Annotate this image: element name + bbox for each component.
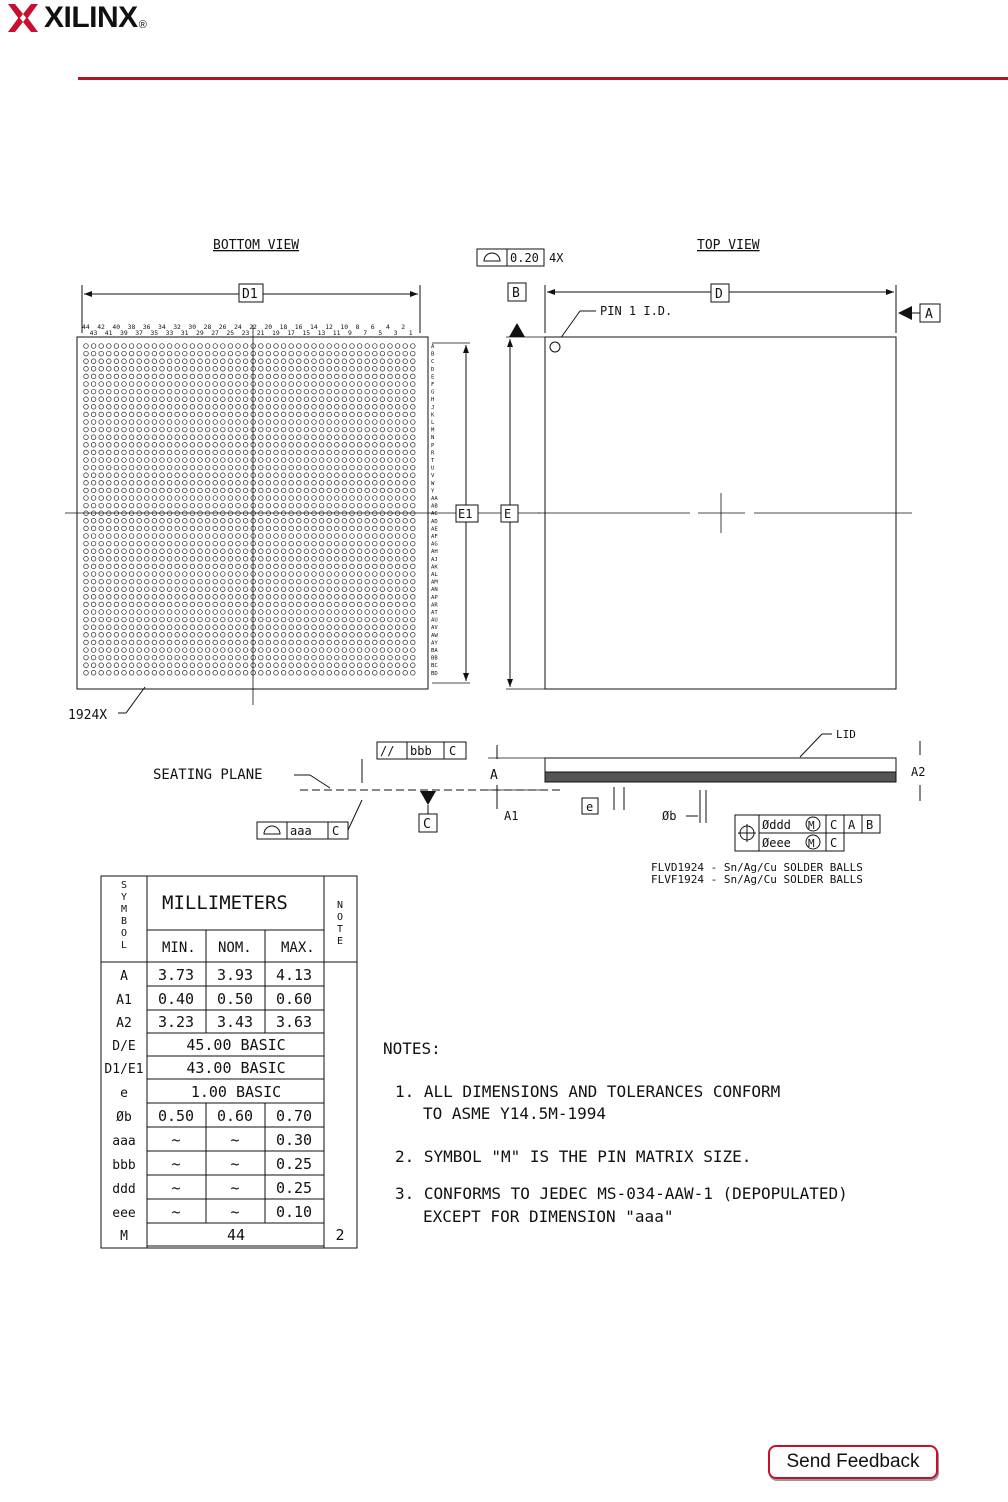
column-number: 11: [332, 329, 341, 337]
row-letter: W: [431, 480, 435, 487]
row-symbol: D/E: [112, 1039, 136, 1054]
row-letter: AB: [431, 503, 438, 510]
dim-a-label: A: [490, 768, 498, 783]
column-number: 6: [370, 323, 375, 331]
ball-note-2: FLVF1924 - Sn/Ag/Cu SOLDER BALLS: [651, 873, 863, 886]
column-number: 1: [408, 329, 413, 337]
column-number: 10: [340, 323, 349, 331]
row-symbol: Øb: [116, 1110, 132, 1125]
row-min: 0.50: [157, 1107, 195, 1125]
row-letter: Y: [431, 488, 435, 495]
column-number: 42: [97, 323, 105, 331]
row-letter: BC: [431, 663, 438, 670]
xilinx-logo: [6, 0, 147, 36]
top-view-title: TOP VIEW: [697, 238, 760, 253]
row-letter: AD: [431, 518, 438, 525]
row-letter: BA: [431, 648, 438, 654]
column-number: 18: [279, 323, 288, 331]
row-min: 3.73: [157, 966, 195, 984]
row-letter: AP: [431, 594, 438, 601]
column-number: 29: [196, 329, 204, 337]
row-max: 0.30: [275, 1131, 313, 1149]
row-max: 0.25: [275, 1179, 313, 1197]
row-nom: 3.93: [216, 966, 254, 984]
row-symbol: ddd: [112, 1182, 136, 1197]
nom-header: NOM.: [218, 940, 252, 956]
column-number: 14: [310, 323, 318, 331]
column-number: 8: [355, 323, 360, 331]
row-letter: AE: [431, 526, 438, 533]
row-letter: D: [431, 366, 435, 373]
dimension-table: [101, 876, 357, 1248]
column-number: 43: [89, 329, 98, 337]
ball-note-1: FLVD1924 - Sn/Ag/Cu SOLDER BALLS: [651, 861, 863, 874]
row-basic-value: 43.00 BASIC: [186, 1059, 286, 1077]
fcf-datum-b: B: [866, 818, 874, 832]
row-min: ~: [171, 1179, 181, 1197]
row-letter: BD: [431, 670, 438, 677]
dim-d-label: D: [715, 287, 723, 302]
brand-name: XILINX: [44, 1, 138, 34]
table-row: [116, 1103, 324, 1127]
row-letter: AY: [431, 640, 438, 647]
column-number: 41: [104, 329, 113, 337]
symbol-header-letter: M: [121, 904, 128, 915]
column-number: 44: [82, 323, 90, 331]
column-number: 20: [264, 323, 273, 331]
row-letter: AV: [431, 625, 438, 632]
row-min: ~: [171, 1203, 181, 1221]
row-letter: AW: [431, 632, 438, 639]
column-number: 21: [256, 329, 265, 337]
row-letter: AC: [431, 511, 438, 518]
dim-a1-label: A1: [504, 809, 519, 823]
column-number: 24: [234, 323, 242, 331]
column-numbers: [82, 323, 413, 337]
fcf-datum-c: C: [830, 818, 838, 832]
row-symbol: eee: [112, 1206, 136, 1221]
notes-title: NOTES:: [383, 1039, 441, 1058]
symbol-header-letter: L: [121, 940, 128, 951]
row-nom: 3.43: [216, 1013, 254, 1031]
note-header-letter: N: [337, 900, 344, 911]
units-header: MILLIMETERS: [162, 892, 288, 914]
column-number: 31: [180, 329, 189, 337]
ball-count-label: 1924X: [68, 708, 108, 723]
row-max: 3.63: [275, 1013, 313, 1031]
row-max: 4.13: [275, 966, 313, 984]
row-letter: AJ: [431, 556, 438, 563]
fcf-ddd-label: Øddd: [762, 818, 791, 832]
row-symbol: aaa: [112, 1134, 136, 1149]
column-number: 2: [401, 323, 406, 331]
column-number: 27: [211, 329, 219, 337]
row-min: 3.23: [157, 1013, 195, 1031]
row-max: 0.60: [275, 990, 313, 1008]
row-basic-value: 45.00 BASIC: [186, 1036, 286, 1054]
row-letter: U: [431, 465, 435, 472]
dim-e-pitch-label: e: [586, 800, 594, 814]
row-nom: ~: [230, 1179, 240, 1197]
note-1-line-2: TO ASME Y14.5M-1994: [423, 1104, 607, 1123]
column-number: 7: [363, 329, 368, 337]
column-number: 4: [386, 323, 390, 331]
package-lid: [545, 758, 896, 772]
fcf-datum-c-2: C: [830, 836, 838, 850]
row-letter: F: [431, 382, 435, 388]
note-1-line-1: 1. ALL DIMENSIONS AND TOLERANCES CONFORM: [395, 1082, 781, 1101]
row-symbol: A1: [116, 993, 132, 1008]
column-number: 37: [135, 329, 143, 337]
datum-a-triangle: [898, 306, 912, 320]
row-letter: M: [431, 427, 435, 434]
column-number: 17: [287, 329, 295, 337]
send-feedback-button[interactable]: Send Feedback: [768, 1445, 938, 1479]
header-rule: [78, 77, 1008, 80]
column-number: 30: [188, 323, 197, 331]
datum-c-ref-1: C: [449, 744, 457, 758]
max-header: MAX.: [281, 940, 315, 956]
row-letter: P: [431, 442, 435, 449]
datum-c-label: C: [423, 817, 431, 832]
flatness-value: 0.20: [510, 251, 539, 265]
row-letter: AH: [431, 549, 438, 556]
dim-d1-label: D1: [242, 287, 258, 302]
row-note: 2: [335, 1226, 345, 1244]
row-nom: ~: [230, 1203, 240, 1221]
datum-c-triangle: [420, 791, 436, 805]
row-letter: AM: [431, 579, 438, 586]
column-number: 40: [112, 323, 121, 331]
registered-mark: ®: [138, 19, 147, 31]
fcf-datum-a: A: [848, 818, 856, 832]
row-basic-value: 1.00 BASIC: [190, 1083, 282, 1101]
aaa-label: aaa: [290, 824, 312, 838]
package-drawing: [0, 225, 1008, 1325]
column-number: 32: [173, 323, 181, 331]
min-header: MIN.: [162, 940, 196, 956]
row-nom: ~: [230, 1131, 240, 1149]
column-number: 26: [218, 323, 227, 331]
fcf-eee-label: Øeee: [762, 836, 791, 850]
row-max: 0.10: [275, 1203, 313, 1221]
note-header-letter: O: [337, 912, 344, 923]
row-symbol: A: [120, 969, 128, 984]
row-letters: [431, 344, 438, 677]
row-nom: ~: [230, 1155, 240, 1173]
column-number: 38: [127, 323, 136, 331]
column-number: 5: [378, 329, 383, 337]
row-letter: AA: [431, 496, 438, 502]
row-nom: 0.60: [216, 1107, 254, 1125]
xilinx-logo-mark-icon: [6, 2, 40, 34]
column-number: 36: [142, 323, 151, 331]
row-letter: AT: [431, 610, 438, 616]
column-number: 16: [294, 323, 303, 331]
seating-plane-label: SEATING PLANE: [153, 767, 263, 783]
column-number: 13: [317, 329, 326, 337]
datum-b-label: B: [512, 286, 520, 301]
column-number: 19: [272, 329, 280, 337]
lid-label: LID: [836, 728, 856, 741]
symbol-header-letter: S: [121, 880, 128, 891]
row-letter: V: [431, 473, 435, 480]
package-substrate: [545, 772, 896, 782]
row-max: 0.25: [275, 1155, 313, 1173]
row-letter: AL: [431, 572, 438, 578]
row-letter: G: [431, 389, 435, 396]
pin1-id-label: PIN 1 I.D.: [600, 304, 673, 318]
dim-e1-label: E1: [458, 507, 473, 521]
row-letter: R: [431, 450, 435, 457]
dim-a2-label: A2: [911, 765, 926, 779]
row-letter: BB: [431, 655, 438, 662]
column-number: 35: [150, 329, 159, 337]
row-letter: H: [431, 397, 435, 404]
row-letter: L: [431, 420, 435, 426]
datum-c-ref-2: C: [332, 824, 340, 838]
dim-e-label: E: [504, 507, 512, 521]
dim-b-label: Øb: [662, 809, 677, 823]
note-3-line-1: 3. CONFORMS TO JEDEC MS-034-AAW-1 (DEPOPULATED): [395, 1184, 848, 1203]
column-number: 12: [325, 323, 333, 331]
row-letter: E: [431, 374, 435, 381]
row-letter: AF: [431, 534, 438, 540]
datum-a-label: A: [925, 307, 933, 322]
note-2: 2. SYMBOL "M" IS THE PIN MATRIX SIZE.: [395, 1147, 752, 1166]
row-symbol: A2: [116, 1016, 132, 1031]
column-number: 22: [249, 323, 257, 331]
row-letter: T: [431, 458, 435, 464]
row-letter: AR: [431, 602, 438, 609]
note-header-letter: T: [337, 924, 344, 935]
symbol-header-letter: Y: [121, 892, 128, 903]
table-row: [116, 1010, 324, 1033]
bottom-view-title: BOTTOM VIEW: [213, 238, 300, 253]
table-row: [116, 986, 324, 1010]
column-number: 25: [226, 329, 235, 337]
symbol-header-letter: O: [121, 928, 128, 939]
row-min: ~: [171, 1155, 181, 1173]
parallel-symbol: //: [380, 744, 395, 758]
row-letter: AK: [431, 564, 438, 571]
column-number: 34: [158, 323, 166, 331]
row-nom: 0.50: [216, 990, 254, 1008]
note-header-letter: E: [337, 936, 344, 947]
row-letter: AU: [431, 617, 438, 624]
row-letter: AN: [431, 587, 438, 594]
row-letter: N: [431, 435, 435, 442]
fcf-mmc-2: M: [808, 837, 815, 850]
row-basic-value: 44: [226, 1226, 246, 1244]
column-number: 39: [120, 329, 128, 337]
symbol-header-letter: B: [121, 916, 128, 927]
flatness-multiplier: 4X: [549, 251, 564, 265]
row-min: ~: [171, 1131, 181, 1149]
row-symbol: e: [120, 1086, 128, 1101]
row-letter: B: [431, 351, 435, 358]
note-3-line-2: EXCEPT FOR DIMENSION "aaa": [423, 1207, 674, 1226]
fcf-mmc-1: M: [808, 819, 815, 832]
column-number: 9: [348, 329, 352, 337]
row-min: 0.40: [157, 990, 195, 1008]
column-number: 23: [241, 329, 250, 337]
row-max: 0.70: [275, 1107, 313, 1125]
column-number: 33: [165, 329, 174, 337]
column-number: 3: [393, 329, 398, 337]
column-number: 15: [302, 329, 311, 337]
row-letter: K: [431, 412, 435, 419]
row-letter: J: [431, 404, 435, 411]
row-symbol: D1/E1: [104, 1062, 144, 1077]
bbb-label: bbb: [410, 744, 432, 758]
row-letter: C: [431, 359, 435, 366]
row-symbol: bbb: [112, 1158, 136, 1173]
column-number: 28: [203, 323, 212, 331]
datum-b-triangle: [509, 323, 525, 337]
row-letter: AG: [431, 541, 438, 548]
row-symbol: M: [120, 1229, 128, 1244]
row-letter: A: [431, 344, 435, 350]
